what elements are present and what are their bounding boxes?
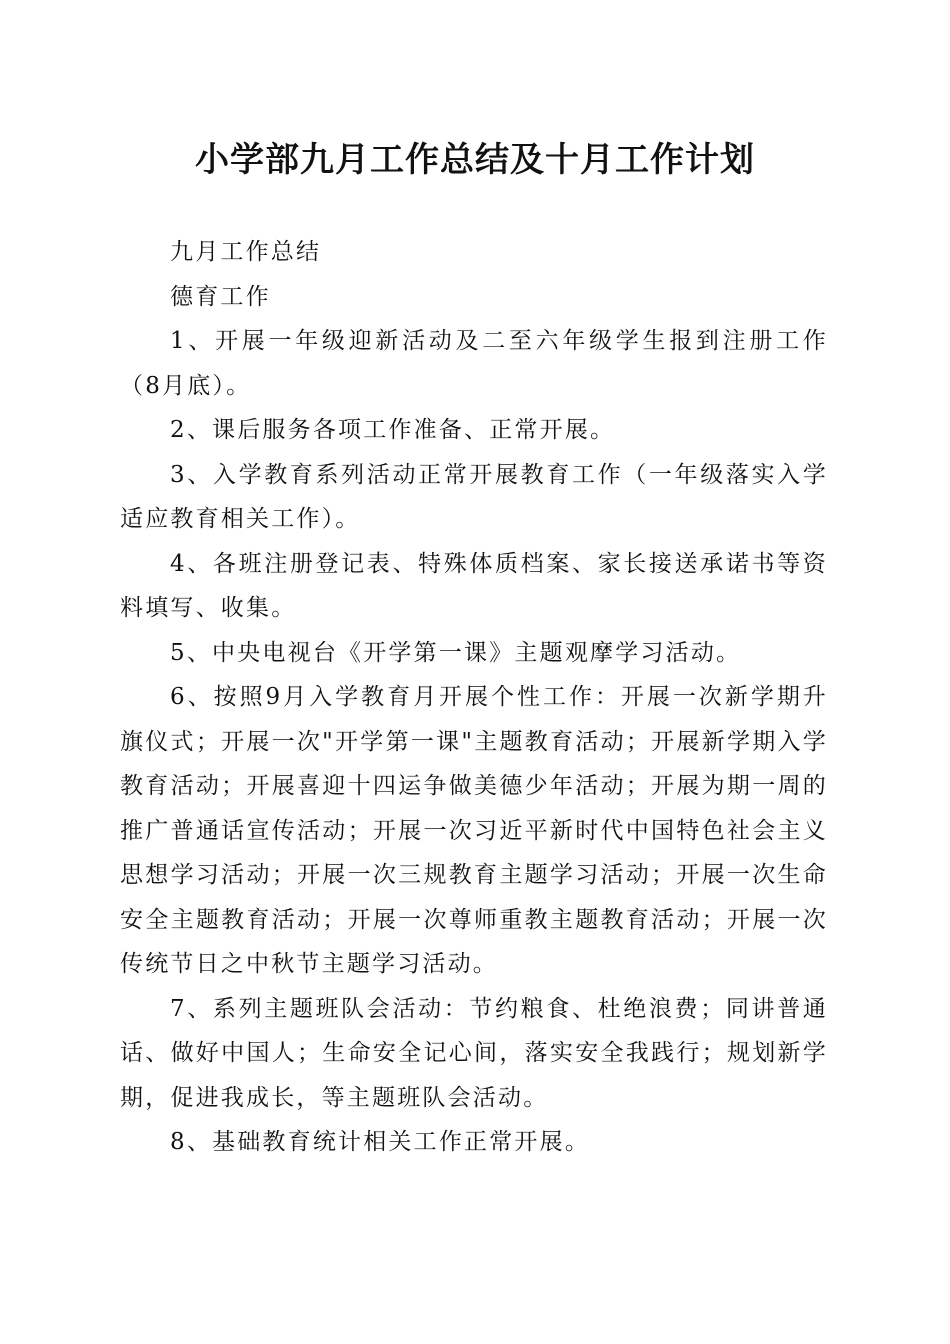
section-heading-september-summary: 九月工作总结 <box>170 239 322 265</box>
list-item: 6、按照9月入学教育月开展个性工作：开展一次新学期升旗仪式；开展一次"开学第一课"主题教育活动；开展新学期入学教育活动；开展喜迎十四运争做美德少年活动；开展为期一周的推广普通话宣传活动；开展一次习近平新时代中国特色社会主义思想学习活动；开展一次三规教育主题学习活动；开展一次生命安全主题教育活动；开展一次尊师重教主题教育活动；开展一次传统节日之中秋节主题学习活动。 <box>120 684 828 977</box>
list-item: 2、课后服务各项工作准备、正常开展。 <box>170 417 616 443</box>
list-item: 1、开展一年级迎新活动及二至六年级学生报到注册工作（8月底）。 <box>120 328 828 399</box>
list-item: 7、系列主题班队会活动：节约粮食、杜绝浪费；同讲普通话、做好中国人；生命安全记心间，落实安全我践行；规划新学期，促进我成长，等主题班队会活动。 <box>120 995 828 1111</box>
list-item: 8、基础教育统计相关工作正常开展。 <box>170 1129 591 1155</box>
list-item: 5、中央电视台《开学第一课》主题观摩学习活动。 <box>170 639 742 666</box>
subsection-heading-moral-education: 德育工作 <box>170 283 271 310</box>
list-item: 4、各班注册登记表、特殊体质档案、家长接送承诺书等资料填写、收集。 <box>120 550 828 621</box>
document-body <box>120 230 828 1165</box>
list-item: 3、入学教育系列活动正常开展教育工作（一年级落实入学适应教育相关工作）。 <box>120 461 828 532</box>
document-title: 小学部九月工作总结及十月工作计划 <box>195 140 755 180</box>
